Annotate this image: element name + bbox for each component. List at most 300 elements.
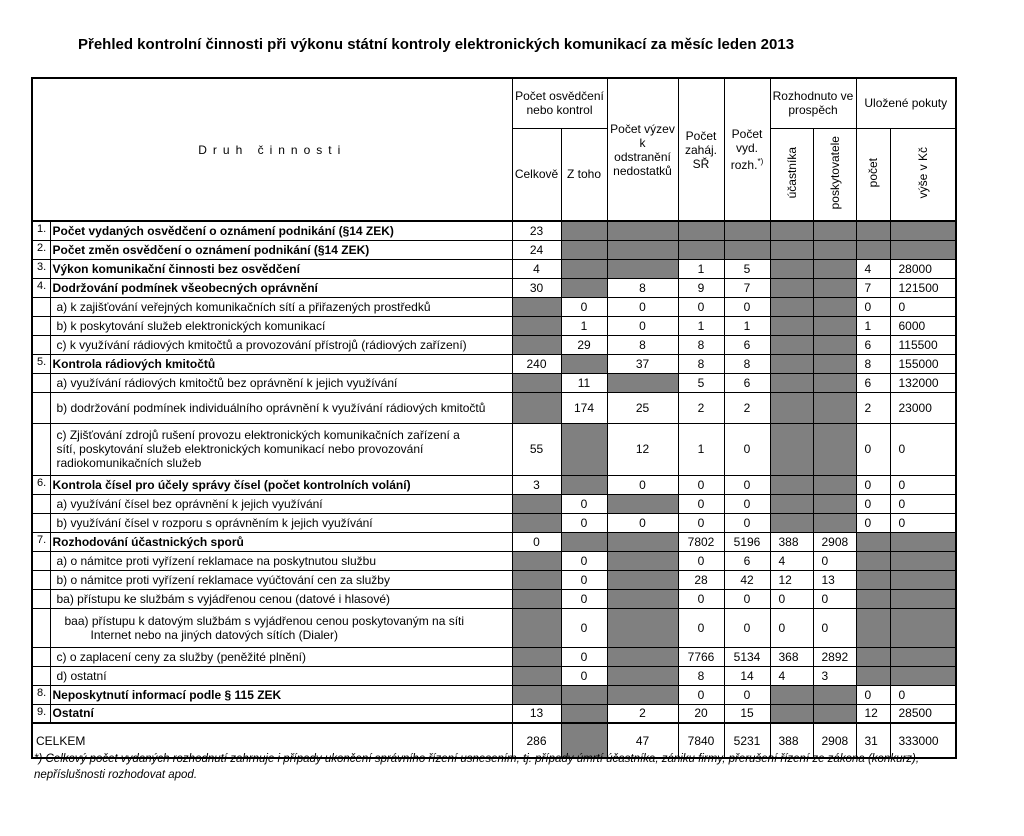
zahaj-cell: 7802 bbox=[678, 532, 724, 551]
poskytovatele-cell bbox=[813, 297, 856, 316]
row-number bbox=[32, 666, 50, 685]
rozh-cell: 1 bbox=[724, 316, 770, 335]
poskytovatele-cell: 0 bbox=[813, 608, 856, 647]
rozh-cell: 7 bbox=[724, 278, 770, 297]
table-row bbox=[32, 423, 956, 475]
table-row bbox=[32, 666, 956, 685]
vyzev-cell bbox=[607, 259, 678, 278]
zahaj-cell: 1 bbox=[678, 259, 724, 278]
row-number: 9. bbox=[32, 704, 50, 723]
zahaj-cell: 2 bbox=[678, 392, 724, 423]
vyzev-cell bbox=[607, 551, 678, 570]
ztoho-cell: 174 bbox=[561, 392, 607, 423]
ucastnika-cell: 4 bbox=[770, 666, 813, 685]
pocet-cell bbox=[856, 608, 890, 647]
pocet-cell: 4 bbox=[856, 259, 890, 278]
zahaj-cell: 8 bbox=[678, 666, 724, 685]
row-number: 1. bbox=[32, 221, 50, 240]
pocet-cell: 0 bbox=[856, 423, 890, 475]
ucastnika-cell bbox=[770, 373, 813, 392]
ztoho-cell bbox=[561, 278, 607, 297]
row-number bbox=[32, 551, 50, 570]
table-row bbox=[32, 475, 956, 494]
celkove-cell: 30 bbox=[512, 278, 561, 297]
pocet-cell: 6 bbox=[856, 373, 890, 392]
header-pokuty: Uložené pokuty bbox=[856, 78, 956, 128]
poskytovatele-cell: 2908 bbox=[813, 532, 856, 551]
rozh-cell: 6 bbox=[724, 373, 770, 392]
pocet-cell bbox=[856, 240, 890, 259]
header-pocet: počet bbox=[856, 128, 890, 221]
poskytovatele-cell bbox=[813, 475, 856, 494]
row-number bbox=[32, 608, 50, 647]
vyse-cell: 121500 bbox=[890, 278, 956, 297]
row-label: a) k zajišťování veřejných komunikačních sítí a přiřazených prostředků bbox=[50, 297, 512, 316]
vyzev-cell: 37 bbox=[607, 354, 678, 373]
poskytovatele-cell: 0 bbox=[813, 551, 856, 570]
table-row bbox=[32, 513, 956, 532]
pocet-cell bbox=[856, 551, 890, 570]
vyzev-cell: 0 bbox=[607, 316, 678, 335]
row-number bbox=[32, 316, 50, 335]
pocet-cell: 0 bbox=[856, 685, 890, 704]
rozh-cell: 5231 bbox=[724, 723, 770, 758]
table-row bbox=[32, 589, 956, 608]
ztoho-cell: 1 bbox=[561, 316, 607, 335]
ucastnika-cell: 12 bbox=[770, 570, 813, 589]
row-label: Dodržování podmínek všeobecných oprávnění bbox=[50, 278, 512, 297]
rozh-cell: 0 bbox=[724, 297, 770, 316]
ucastnika-cell bbox=[770, 335, 813, 354]
pocet-cell bbox=[856, 589, 890, 608]
header-vyse: výše v Kč bbox=[890, 128, 956, 221]
row-number bbox=[32, 494, 50, 513]
row-number bbox=[32, 513, 50, 532]
zahaj-cell: 28 bbox=[678, 570, 724, 589]
poskytovatele-cell: 13 bbox=[813, 570, 856, 589]
table-row bbox=[32, 608, 956, 647]
pocet-cell: 8 bbox=[856, 354, 890, 373]
pocet-cell: 6 bbox=[856, 335, 890, 354]
row-number: 3. bbox=[32, 259, 50, 278]
poskytovatele-cell: 3 bbox=[813, 666, 856, 685]
row-number bbox=[32, 423, 50, 475]
zahaj-cell: 7766 bbox=[678, 647, 724, 666]
ztoho-cell bbox=[561, 221, 607, 240]
vyse-cell: 0 bbox=[890, 297, 956, 316]
pocet-cell: 31 bbox=[856, 723, 890, 758]
ucastnika-cell: 4 bbox=[770, 551, 813, 570]
zahaj-cell: 0 bbox=[678, 297, 724, 316]
vyzev-cell bbox=[607, 240, 678, 259]
vyzev-cell: 12 bbox=[607, 423, 678, 475]
rozh-cell: 14 bbox=[724, 666, 770, 685]
ucastnika-cell bbox=[770, 704, 813, 723]
poskytovatele-cell bbox=[813, 685, 856, 704]
table-row bbox=[32, 354, 956, 373]
poskytovatele-cell bbox=[813, 240, 856, 259]
report-table bbox=[31, 77, 957, 759]
zahaj-cell: 0 bbox=[678, 608, 724, 647]
celkove-cell bbox=[512, 297, 561, 316]
vyse-cell bbox=[890, 221, 956, 240]
ztoho-cell bbox=[561, 704, 607, 723]
poskytovatele-cell bbox=[813, 423, 856, 475]
vyse-cell bbox=[890, 240, 956, 259]
poskytovatele-cell bbox=[813, 354, 856, 373]
ztoho-cell bbox=[561, 532, 607, 551]
vyzev-cell: 8 bbox=[607, 278, 678, 297]
pocet-cell bbox=[856, 221, 890, 240]
zahaj-cell: 1 bbox=[678, 316, 724, 335]
table-row bbox=[32, 259, 956, 278]
header-osvedceni: Počet osvědčení nebo kontrol bbox=[512, 78, 607, 128]
pocet-cell: 2 bbox=[856, 392, 890, 423]
poskytovatele-cell bbox=[813, 392, 856, 423]
ztoho-cell: 0 bbox=[561, 513, 607, 532]
rozh-cell: 5196 bbox=[724, 532, 770, 551]
footnote: *) Celkový počet vydaných rozhodnutí zahrnuje i případy ukončení správního řízení usnesením, tj. případy úmrtí účastníka, zániku firmy, přerušení řízení ze zákona (konkurz), nepříslušnosti rozhodovat apod. bbox=[34, 753, 920, 781]
table-row bbox=[32, 221, 956, 240]
ucastnika-cell bbox=[770, 513, 813, 532]
row-number: 6. bbox=[32, 475, 50, 494]
table-row bbox=[32, 494, 956, 513]
vyzev-cell: 0 bbox=[607, 297, 678, 316]
row-number: 5. bbox=[32, 354, 50, 373]
vyse-cell bbox=[890, 589, 956, 608]
table-row bbox=[32, 373, 956, 392]
ucastnika-cell: 0 bbox=[770, 608, 813, 647]
row-label-line: radiokomunikačních služeb bbox=[56, 456, 202, 470]
celkove-cell: 24 bbox=[512, 240, 561, 259]
pocet-cell: 7 bbox=[856, 278, 890, 297]
celkove-cell bbox=[512, 647, 561, 666]
poskytovatele-cell: 2892 bbox=[813, 647, 856, 666]
ucastnika-cell bbox=[770, 240, 813, 259]
ztoho-cell bbox=[561, 423, 607, 475]
header-zahaj: Počet zaháj. SŘ bbox=[678, 78, 724, 221]
zahaj-cell: 20 bbox=[678, 704, 724, 723]
page-title: Přehled kontrolní činnosti při výkonu státní kontroly elektronických komunikací za měsíc leden 2013 bbox=[78, 36, 795, 53]
celkove-cell bbox=[512, 570, 561, 589]
row-label-line: sítí, poskytování služeb elektronických komunikací nebo provozování bbox=[56, 442, 424, 456]
vyse-cell bbox=[890, 551, 956, 570]
ztoho-cell: 0 bbox=[561, 494, 607, 513]
vyse-cell: 0 bbox=[890, 423, 956, 475]
row-label: Kontrola čísel pro účely správy čísel (počet kontrolních volání) bbox=[50, 475, 512, 494]
vyzev-cell bbox=[607, 221, 678, 240]
celkove-cell bbox=[512, 513, 561, 532]
ztoho-cell: 0 bbox=[561, 647, 607, 666]
row-number: 2. bbox=[32, 240, 50, 259]
vyse-cell: 0 bbox=[890, 475, 956, 494]
row-label bbox=[50, 423, 512, 475]
table-row bbox=[32, 240, 956, 259]
vyse-cell bbox=[890, 570, 956, 589]
celkove-cell: 23 bbox=[512, 221, 561, 240]
poskytovatele-cell bbox=[813, 335, 856, 354]
ztoho-cell bbox=[561, 240, 607, 259]
vyse-cell: 28500 bbox=[890, 704, 956, 723]
row-label: CELKEM bbox=[36, 723, 498, 758]
pocet-cell: 1 bbox=[856, 316, 890, 335]
rozh-cell: 5 bbox=[724, 259, 770, 278]
poskytovatele-cell bbox=[813, 513, 856, 532]
zahaj-cell bbox=[678, 221, 724, 240]
ucastnika-cell: 0 bbox=[770, 589, 813, 608]
zahaj-cell: 9 bbox=[678, 278, 724, 297]
vyzev-cell bbox=[607, 494, 678, 513]
row-label-line: Internet nebo na jiných datových sítích (Dialer) bbox=[90, 627, 338, 642]
zahaj-cell: 0 bbox=[678, 494, 724, 513]
celkove-cell: 13 bbox=[512, 704, 561, 723]
table-row bbox=[32, 685, 956, 704]
vyzev-cell bbox=[607, 589, 678, 608]
ucastnika-cell bbox=[770, 494, 813, 513]
table-row bbox=[32, 297, 956, 316]
ztoho-cell bbox=[561, 475, 607, 494]
vyse-cell: 23000 bbox=[890, 392, 956, 423]
celkove-cell: 3 bbox=[512, 475, 561, 494]
ucastnika-cell bbox=[770, 685, 813, 704]
ztoho-cell: 0 bbox=[561, 589, 607, 608]
rozh-cell bbox=[724, 221, 770, 240]
rozh-cell: 42 bbox=[724, 570, 770, 589]
ucastnika-cell bbox=[770, 221, 813, 240]
table-row bbox=[32, 316, 956, 335]
row-label: Rozhodování účastnických sporů bbox=[50, 532, 512, 551]
vyzev-cell bbox=[607, 666, 678, 685]
rozh-cell: 0 bbox=[724, 423, 770, 475]
row-label: b) o námitce proti vyřízení reklamace vyúčtování cen za služby bbox=[50, 570, 512, 589]
rozh-cell: 0 bbox=[724, 494, 770, 513]
ucastnika-cell bbox=[770, 297, 813, 316]
celkove-cell bbox=[512, 373, 561, 392]
row-label: ba) přístupu ke službám s vyjádřenou cenou (datové i hlasové) bbox=[50, 589, 512, 608]
vyzev-cell: 2 bbox=[607, 704, 678, 723]
row-number: 4. bbox=[32, 278, 50, 297]
vyzev-cell bbox=[607, 647, 678, 666]
ucastnika-cell bbox=[770, 392, 813, 423]
ucastnika-cell bbox=[770, 423, 813, 475]
ucastnika-cell bbox=[770, 475, 813, 494]
pocet-cell: 0 bbox=[856, 513, 890, 532]
celkove-cell bbox=[512, 666, 561, 685]
header-celkove: Celkově bbox=[512, 128, 561, 221]
row-number bbox=[32, 647, 50, 666]
header-ucastnika: účastníka bbox=[770, 128, 813, 221]
header-rozh: Počet vyd. rozh.*) bbox=[724, 78, 770, 221]
row-label: b) k poskytování služeb elektronických komunikací bbox=[50, 316, 512, 335]
zahaj-cell: 0 bbox=[678, 475, 724, 494]
row-number bbox=[32, 335, 50, 354]
vyzev-cell: 0 bbox=[607, 513, 678, 532]
rozh-cell bbox=[724, 240, 770, 259]
pocet-cell bbox=[856, 570, 890, 589]
poskytovatele-cell: 0 bbox=[813, 589, 856, 608]
row-number: 8. bbox=[32, 685, 50, 704]
ztoho-cell bbox=[561, 259, 607, 278]
row-number bbox=[32, 570, 50, 589]
vyse-cell: 333000 bbox=[890, 723, 956, 758]
table-row bbox=[32, 647, 956, 666]
celkove-cell bbox=[512, 316, 561, 335]
table-row bbox=[32, 570, 956, 589]
rozh-cell: 6 bbox=[724, 551, 770, 570]
celkove-cell bbox=[512, 392, 561, 423]
vyse-cell bbox=[890, 608, 956, 647]
row-label: d) ostatní bbox=[50, 666, 512, 685]
vyzev-cell: 25 bbox=[607, 392, 678, 423]
header-ztoho: Z toho bbox=[561, 128, 607, 221]
pocet-cell bbox=[856, 532, 890, 551]
ztoho-cell: 0 bbox=[561, 297, 607, 316]
poskytovatele-cell bbox=[813, 316, 856, 335]
row-label-line: baa) přístupu k datovým službám s vyjádřenou cenou poskytovaným na síti bbox=[64, 613, 465, 628]
table-row bbox=[32, 704, 956, 723]
zahaj-cell: 1 bbox=[678, 423, 724, 475]
vyzev-cell bbox=[607, 685, 678, 704]
ztoho-cell: 0 bbox=[561, 608, 607, 647]
row-label: Ostatní bbox=[50, 704, 512, 723]
celkove-cell: 55 bbox=[512, 423, 561, 475]
ztoho-cell: 0 bbox=[561, 551, 607, 570]
row-label: Kontrola rádiových kmitočtů bbox=[50, 354, 512, 373]
celkove-cell bbox=[512, 589, 561, 608]
vyse-cell: 0 bbox=[890, 513, 956, 532]
rozh-cell: 0 bbox=[724, 685, 770, 704]
row-label: Neposkytnutí informací podle § 115 ZEK bbox=[50, 685, 512, 704]
zahaj-cell: 0 bbox=[678, 685, 724, 704]
vyse-cell: 115500 bbox=[890, 335, 956, 354]
zahaj-cell: 7840 bbox=[678, 723, 724, 758]
vyse-cell: 6000 bbox=[890, 316, 956, 335]
ztoho-cell: 0 bbox=[561, 666, 607, 685]
pocet-cell bbox=[856, 666, 890, 685]
pocet-cell: 0 bbox=[856, 494, 890, 513]
zahaj-cell: 0 bbox=[678, 589, 724, 608]
zahaj-cell: 5 bbox=[678, 373, 724, 392]
vyzev-cell: 8 bbox=[607, 335, 678, 354]
ztoho-cell: 0 bbox=[561, 570, 607, 589]
celkove-cell: 0 bbox=[512, 532, 561, 551]
row-number bbox=[32, 373, 50, 392]
ucastnika-cell: 388 bbox=[770, 532, 813, 551]
celkove-cell bbox=[512, 551, 561, 570]
poskytovatele-cell bbox=[813, 494, 856, 513]
rozh-cell: 0 bbox=[724, 513, 770, 532]
vyse-cell bbox=[890, 532, 956, 551]
row-label-line: c) Zjišťování zdrojů rušení provozu elektronických komunikačních zařízení a bbox=[56, 428, 460, 442]
header-druh: Druh činnosti bbox=[32, 78, 512, 221]
table-row bbox=[32, 278, 956, 297]
celkove-cell bbox=[512, 494, 561, 513]
rozh-cell: 0 bbox=[724, 608, 770, 647]
rozh-cell: 0 bbox=[724, 475, 770, 494]
vyse-cell bbox=[890, 647, 956, 666]
vyse-cell: 0 bbox=[890, 685, 956, 704]
ztoho-cell bbox=[561, 685, 607, 704]
vyzev-cell: 0 bbox=[607, 475, 678, 494]
row-label: a) o námitce proti vyřízení reklamace na poskytnutou službu bbox=[50, 551, 512, 570]
ztoho-cell bbox=[561, 354, 607, 373]
celkove-cell bbox=[512, 608, 561, 647]
zahaj-cell bbox=[678, 240, 724, 259]
table-row bbox=[32, 551, 956, 570]
celkove-cell: 286 bbox=[512, 723, 561, 758]
pocet-cell bbox=[856, 647, 890, 666]
ucastnika-cell bbox=[770, 316, 813, 335]
zahaj-cell: 0 bbox=[678, 551, 724, 570]
pocet-cell: 12 bbox=[856, 704, 890, 723]
poskytovatele-cell bbox=[813, 278, 856, 297]
header-vyzev: Počet výzev k odstranění nedostatků bbox=[607, 78, 678, 221]
vyse-cell: 0 bbox=[890, 494, 956, 513]
vyzev-cell bbox=[607, 373, 678, 392]
celkove-cell bbox=[512, 335, 561, 354]
ucastnika-cell: 388 bbox=[770, 723, 813, 758]
row-label: a) využívání rádiových kmitočtů bez oprávnění k jejich využívání bbox=[50, 373, 512, 392]
vyzev-cell bbox=[607, 570, 678, 589]
celkove-cell: 4 bbox=[512, 259, 561, 278]
celkove-cell bbox=[512, 685, 561, 704]
vyse-cell bbox=[890, 666, 956, 685]
row-number bbox=[32, 589, 50, 608]
rozh-cell: 8 bbox=[724, 354, 770, 373]
vyzev-cell bbox=[607, 608, 678, 647]
poskytovatele-cell bbox=[813, 704, 856, 723]
header-poskytovatele: poskytovatele bbox=[813, 128, 856, 221]
zahaj-cell: 8 bbox=[678, 354, 724, 373]
table-row bbox=[32, 532, 956, 551]
ucastnika-cell bbox=[770, 354, 813, 373]
pocet-cell: 0 bbox=[856, 475, 890, 494]
row-label bbox=[50, 608, 512, 647]
vyse-cell: 28000 bbox=[890, 259, 956, 278]
row-label: b) využívání čísel v rozporu s oprávněním k jejich využívání bbox=[50, 513, 512, 532]
row-number bbox=[32, 392, 50, 423]
vyse-cell: 132000 bbox=[890, 373, 956, 392]
row-number bbox=[32, 297, 50, 316]
row-label: b) dodržování podmínek individuálního oprávnění k využívání rádiových kmitočtů bbox=[50, 392, 512, 423]
pocet-cell: 0 bbox=[856, 297, 890, 316]
table-row bbox=[32, 335, 956, 354]
poskytovatele-cell bbox=[813, 221, 856, 240]
rozh-cell: 2 bbox=[724, 392, 770, 423]
ucastnika-cell bbox=[770, 259, 813, 278]
table-row bbox=[32, 392, 956, 423]
header-prospech: Rozhodnuto ve prospěch bbox=[770, 78, 856, 128]
row-number: 7. bbox=[32, 532, 50, 551]
row-label: a) využívání čísel bez oprávnění k jejich využívání bbox=[50, 494, 512, 513]
row-label: c) o zaplacení ceny za služby (peněžité plnění) bbox=[50, 647, 512, 666]
vyzev-cell bbox=[607, 532, 678, 551]
ucastnika-cell bbox=[770, 278, 813, 297]
ztoho-cell: 29 bbox=[561, 335, 607, 354]
row-label: c) k využívání rádiových kmitočtů a provozování přístrojů (rádiových zařízení) bbox=[50, 335, 512, 354]
rozh-cell: 15 bbox=[724, 704, 770, 723]
row-label: Počet vydaných osvědčení o oznámení podnikání (§14 ZEK) bbox=[50, 221, 512, 240]
row-label: Počet změn osvědčení o oznámení podnikání (§14 ZEK) bbox=[50, 240, 512, 259]
zahaj-cell: 0 bbox=[678, 513, 724, 532]
zahaj-cell: 8 bbox=[678, 335, 724, 354]
ucastnika-cell: 368 bbox=[770, 647, 813, 666]
row-label: Výkon komunikační činnosti bez osvědčení bbox=[50, 259, 512, 278]
vyse-cell: 155000 bbox=[890, 354, 956, 373]
rozh-cell: 6 bbox=[724, 335, 770, 354]
rozh-cell: 5134 bbox=[724, 647, 770, 666]
celkove-cell: 240 bbox=[512, 354, 561, 373]
